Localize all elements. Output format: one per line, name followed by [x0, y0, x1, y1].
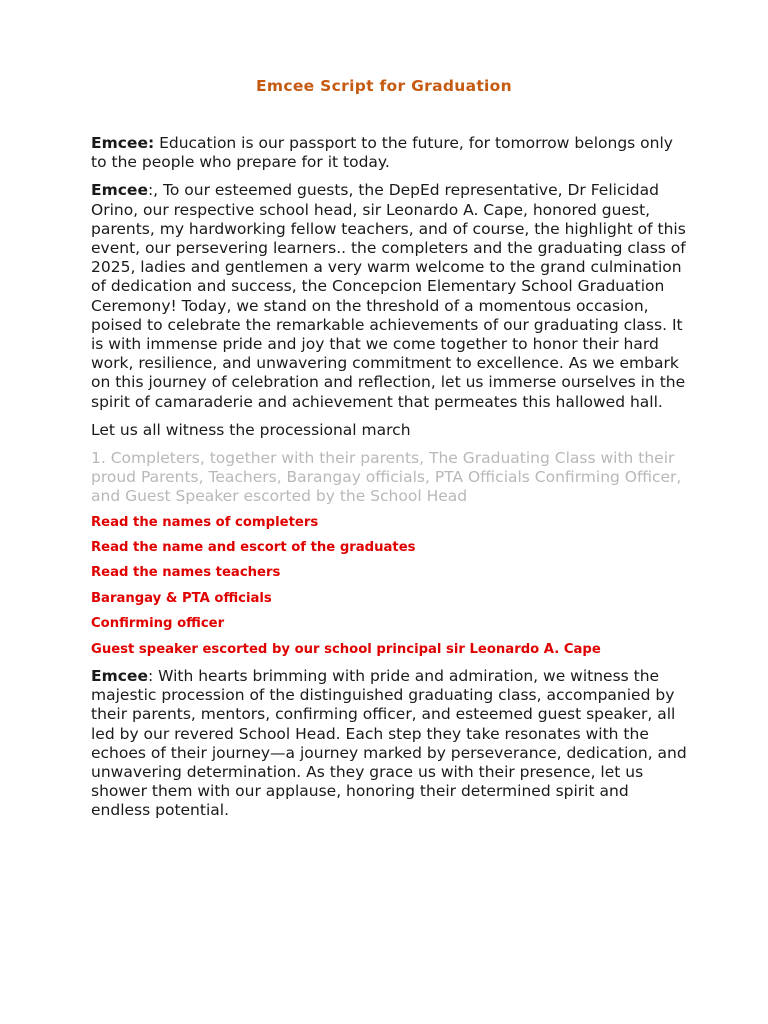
- speaker-label: Emcee: [91, 667, 148, 685]
- paragraph-text: Education is our passport to the future, for tomorrow belongs only to the people who prepare for it today.: [91, 134, 673, 172]
- processional-line: Let us all witness the processional march: [91, 420, 411, 439]
- emcee-paragraph-4: [91, 667, 691, 821]
- processional-item-1: 1. Completers, together with their parents, The Graduating Class with their proud Parents, Teachers, Barangay officials, PTA Officials Confirming Officer, and Guest Speaker escorted by the School Head: [91, 449, 682, 506]
- cue-item: Guest speaker escorted by our school principal sir Leonardo A. Cape: [91, 641, 601, 657]
- document-title: Emcee Script for Graduation: [256, 77, 512, 95]
- paragraph-text: : With hearts brimming with pride and admiration, we witness the majestic procession of the distinguished graduating class, accompanied by their parents, mentors, confirming officer, and esteemed guest speaker, all led by our revered School Head. Each step they take resonates with the echoes of their journey—a journey marked by perseverance, dedication, and unwavering determination. As they grace us with their presence, let us shower them with our applause, honoring their determined spirit and endless potential.: [91, 667, 687, 820]
- cue-item: Confirming officer: [91, 616, 225, 632]
- cue-item: Barangay & PTA officials: [91, 590, 272, 606]
- document-body: [91, 134, 691, 830]
- cue-item: Read the names teachers: [91, 565, 281, 581]
- paragraph-text: :, To our esteemed guests, the DepEd representative, Dr Felicidad Orino, our respective school head, sir Leonardo A. Cape, honored guest, parents, my hardworking fellow teachers, and of course, the highlight of this event, our persevering learners.. the completers and the graduating class of 2025, ladies and gentlemen a very warm welcome to the grand culmination of dedication and success, the Concepcion Elementary School Graduation Ceremony! Today, we stand on the threshold of a momentous occasion, poised to celebrate the remarkable achievements of our graduating class. It is with immense pride and joy that we come together to honor their hard work, resilience, and unwavering commitment to excellence. As we embark on this journey of celebration and reflection, let us immerse ourselves in the spirit of camaraderie and achievement that permeates this hallowed hall.: [91, 181, 686, 411]
- cue-item: Read the names of completers: [91, 514, 319, 530]
- emcee-paragraph-1: [91, 134, 691, 172]
- speaker-label: Emcee:: [91, 134, 155, 152]
- cue-item: Read the name and escort of the graduates: [91, 540, 416, 556]
- processional-cue-list: [91, 515, 691, 658]
- emcee-paragraph-2: [91, 181, 691, 411]
- speaker-label: Emcee: [91, 181, 148, 200]
